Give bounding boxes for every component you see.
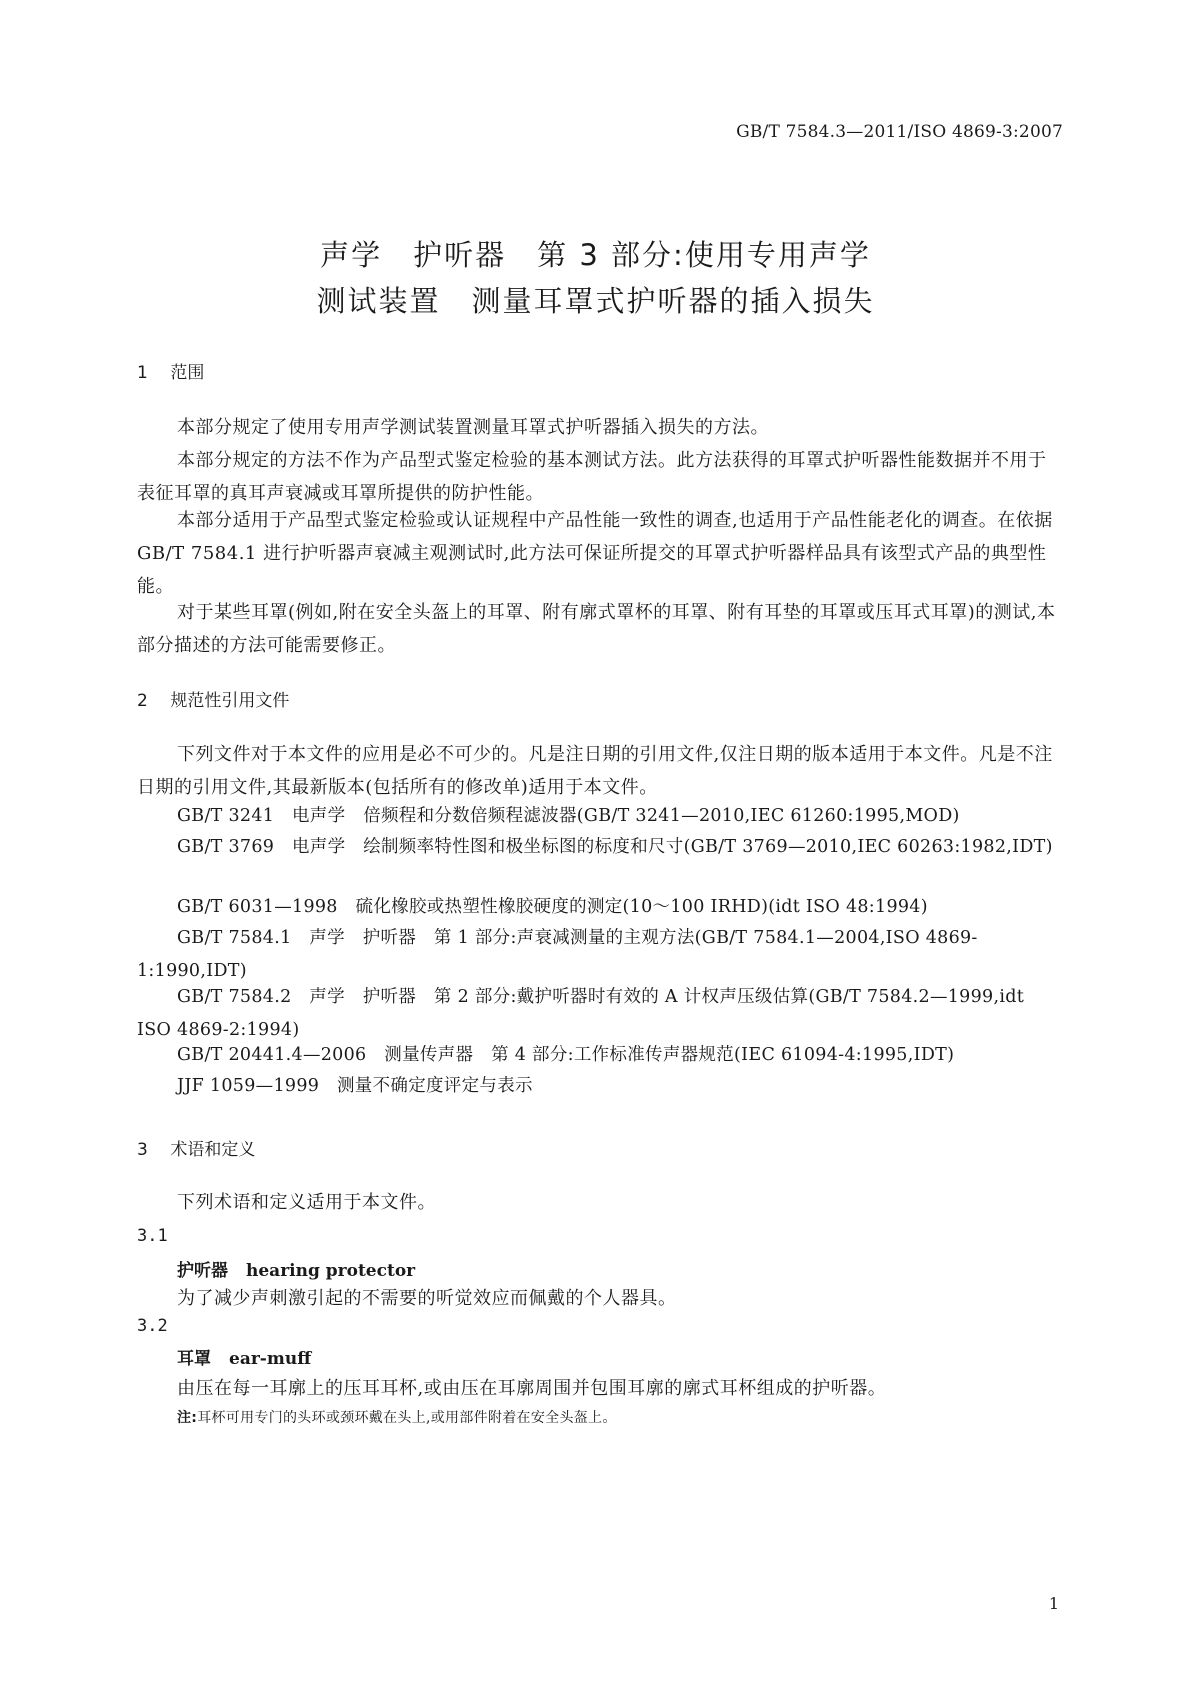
paragraph: 本部分规定的方法不作为产品型式鉴定检验的基本测试方法。此方法获得的耳罩式护听器性能数据并不用于表征耳罩的真耳声衰减或耳罩所提供的防护性能。	[137, 450, 1047, 504]
paragraph: 本部分适用于产品型式鉴定检验或认证规程中产品性能一致性的调查,也适用于产品性能老化的调查。在依据 GB/T 7584.1 进行护听器声衰减主观测试时,此方法可保证所提交的耳罩式护听器样品具有该型式产品的典型性能。	[137, 510, 1053, 597]
section-title: 术语和定义	[170, 1140, 256, 1160]
reference-item: GB/T 3769 电声学 绘制频率特性图和极坐标图的标度和尺寸(GB/T 3769—2010,IEC 60263:1982,IDT)	[177, 837, 1053, 857]
term-definition: 由压在每一耳廓上的压耳耳杯,或由压在耳廓周围并包围耳廓的廓式耳杯组成的护听器。	[177, 1378, 887, 1399]
document-title-line-2: 测试装置 测量耳罩式护听器的插入损失	[316, 284, 875, 318]
paragraph: 本部分规定了使用专用声学测试装置测量耳罩式护听器插入损失的方法。	[177, 417, 769, 438]
section-number: 3	[137, 1140, 148, 1160]
reference-item: GB/T 7584.1 声学 护听器 第 1 部分:声衰减测量的主观方法(GB/T 7584.1—2004,ISO 4869-1:1990,IDT)	[137, 928, 978, 981]
paragraph: 对于某些耳罩(例如,附在安全头盔上的耳罩、附有廓式罩杯的耳罩、附有耳垫的耳罩或压耳式耳罩)的测试,本部分描述的方法可能需要修正。	[137, 602, 1056, 656]
term-number: 3.2	[137, 1316, 168, 1336]
term-entry	[177, 1344, 311, 1369]
term-entry	[177, 1256, 415, 1281]
page-number: 1	[1048, 1594, 1059, 1613]
term-chinese: 耳罩	[177, 1349, 211, 1369]
document-title-line-1: 声学 护听器 第 3 部分:使用专用声学	[320, 238, 871, 272]
paragraph: 下列文件对于本文件的应用是必不可少的。凡是注日期的引用文件,仅注日期的版本适用于本文件。凡是不注日期的引用文件,其最新版本(包括所有的修改单)适用于本文件。	[137, 744, 1053, 798]
section-number: 1	[137, 363, 148, 383]
note-label: 注:	[177, 1410, 198, 1426]
paragraph: 下列术语和定义适用于本文件。	[177, 1192, 436, 1213]
section-title: 范围	[170, 363, 205, 383]
term-chinese: 护听器	[177, 1261, 228, 1281]
section-number: 2	[137, 691, 148, 711]
term-english: ear-muff	[229, 1349, 312, 1369]
reference-item: GB/T 3241 电声学 倍频程和分数倍频程滤波器(GB/T 3241—2010,IEC 61260:1995,MOD)	[177, 806, 960, 826]
section-heading	[137, 358, 204, 383]
reference-item: GB/T 7584.2 声学 护听器 第 2 部分:戴护听器时有效的 A 计权声压级估算(GB/T 7584.2—1999,idt ISO 4869-2:1994)	[137, 987, 1025, 1040]
term-definition: 为了减少声刺激引起的不需要的听觉效应而佩戴的个人器具。	[177, 1288, 677, 1309]
term-note	[177, 1407, 617, 1427]
section-heading	[137, 686, 289, 711]
note-text: 耳杯可用专门的头环或颈环戴在头上,或用部件附着在安全头盔上。	[197, 1410, 617, 1426]
section-title: 规范性引用文件	[170, 691, 290, 711]
reference-item: GB/T 20441.4—2006 测量传声器 第 4 部分:工作标准传声器规范(IEC 61094-4:1995,IDT)	[177, 1045, 955, 1065]
reference-item: JJF 1059—1999 测量不确定度评定与表示	[177, 1076, 533, 1096]
term-english: hearing protector	[246, 1261, 416, 1281]
standard-id: GB/T 7584.3—2011/ISO 4869-3:2007	[736, 122, 1063, 142]
term-number: 3.1	[137, 1226, 168, 1246]
section-heading	[137, 1135, 255, 1160]
reference-item: GB/T 6031—1998 硫化橡胶或热塑性橡胶硬度的测定(10～100 IRHD)(idt ISO 48:1994)	[177, 897, 928, 917]
